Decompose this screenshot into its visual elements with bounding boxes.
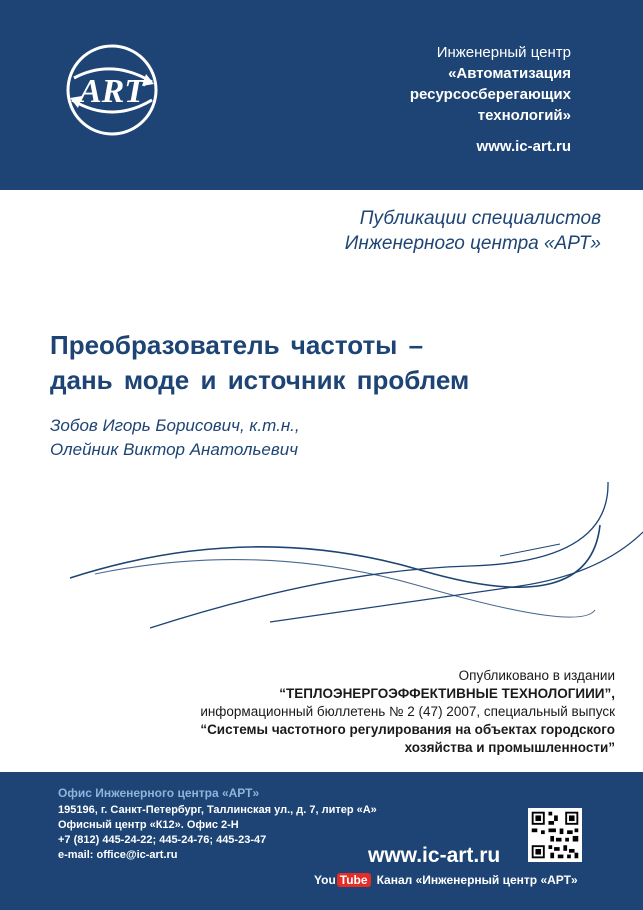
- pub-line-4: “Системы частотного регулирования на объектах городского: [200, 722, 615, 737]
- publication-info: [200, 667, 615, 757]
- series-line-1: Публикации специалистов: [359, 208, 601, 229]
- series-line-2: Инженерного центра «АРТ»: [344, 233, 601, 254]
- author-1: Зобов Игорь Борисович, к.т.н.,: [50, 416, 300, 435]
- art-logo: [60, 38, 164, 142]
- article-title: [50, 328, 469, 398]
- decorative-swoosh: [0, 470, 643, 650]
- header-banner: [0, 0, 643, 190]
- footer-url-link[interactable]: www.ic-art.ru: [368, 844, 501, 867]
- youtube-channel-link[interactable]: [314, 872, 578, 888]
- title-line-2: дань моде и источник проблем: [50, 365, 470, 395]
- org-line-3: ресурсосберегающих: [409, 86, 571, 103]
- title-line-1: Преобразователь частоты –: [50, 330, 424, 360]
- youtube-logo-you: You: [314, 873, 336, 887]
- youtube-logo-tube: Tube: [337, 873, 371, 887]
- office-email[interactable]: e-mail: office@ic-art.ru: [58, 849, 178, 861]
- footer-banner: [0, 772, 643, 910]
- org-line-2: «Автоматизация: [448, 65, 571, 82]
- header-url-link[interactable]: www.ic-art.ru: [476, 138, 571, 155]
- qr-code-icon[interactable]: [528, 808, 582, 862]
- office-contacts: [58, 786, 377, 863]
- logo-text: ART: [78, 73, 146, 110]
- office-title: Офис Инженерного центра «АРТ»: [58, 786, 260, 800]
- youtube-channel-label: Канал «Инженерный центр «АРТ»: [376, 873, 578, 887]
- authors: [50, 414, 300, 462]
- organization-info: [410, 42, 571, 155]
- org-line-4: технологий»: [477, 107, 571, 124]
- series-title: [345, 206, 601, 256]
- org-line-1: Инженерный центр: [436, 44, 571, 61]
- office-address: 195196, г. Санкт-Петербург, Таллинская ул., д. 7, литер «А»: [58, 804, 377, 816]
- pub-line-3: информационный бюллетень № 2 (47) 2007, специальный выпуск: [200, 704, 615, 719]
- office-phones: +7 (812) 445-24-22; 445-24-76; 445-23-47: [58, 834, 267, 846]
- author-2: Олейник Виктор Анатольевич: [50, 440, 299, 459]
- pub-line-1: Опубликовано в издании: [458, 668, 615, 683]
- office-center: Офисный центр «К12». Офис 2-Н: [58, 819, 239, 831]
- pub-line-5: хозяйства и промышленности”: [404, 740, 615, 755]
- pub-line-2: “ТЕПЛОЭНЕРГОЭФФЕКТИВНЫЕ ТЕХНОЛОГИИИ”,: [279, 686, 615, 701]
